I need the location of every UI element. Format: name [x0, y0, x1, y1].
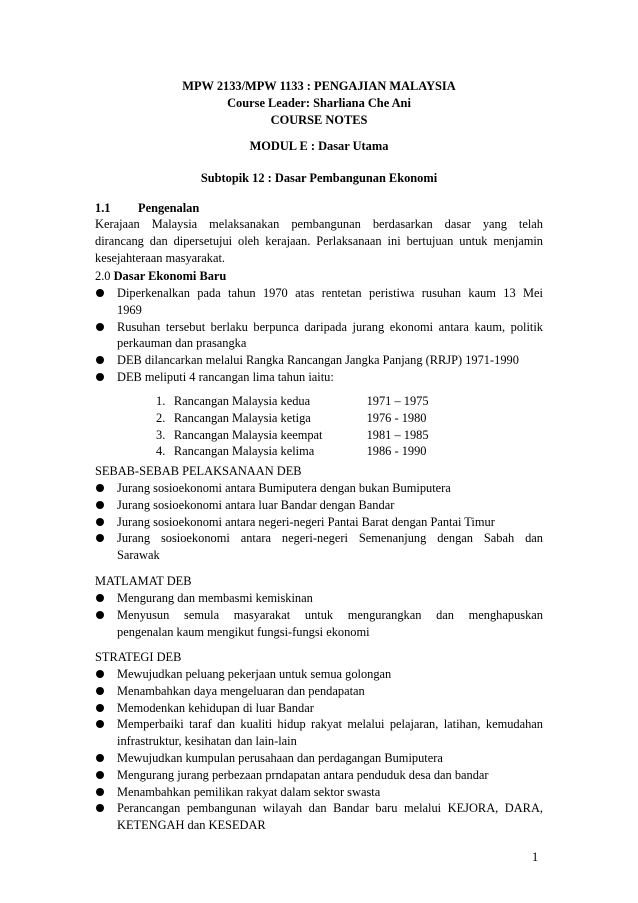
- list-item: [95, 683, 543, 700]
- list-item: [95, 369, 543, 386]
- plan-name: Rancangan Malaysia ketiga: [173, 410, 311, 425]
- list-item: [95, 352, 543, 369]
- plan-years: 1976 - 1980: [366, 410, 427, 425]
- paragraph-line: kesejahteraan masyarakat.: [95, 250, 226, 265]
- course-leader: Course Leader: Sharliana Che Ani: [227, 95, 411, 110]
- list-item: [95, 800, 543, 834]
- bullet-line: Jurang sosioekonomi antara luar Bandar dengan Bandar: [117, 497, 395, 512]
- bullet-line: Mewujudkan kumpulan perusahaan dan perdagangan Bumiputera: [117, 750, 443, 765]
- sebab-heading: SEBAB-SEBAB PELAKSANAAN DEB: [95, 464, 302, 478]
- bullet-line: pengenalan kaum mengikut fungsi-fungsi ekonomi: [117, 624, 370, 639]
- bullet-line: 1969: [117, 302, 142, 317]
- section-1-heading: Pengenalan: [138, 201, 200, 215]
- plan-years: 1986 - 1990: [366, 444, 427, 459]
- bullet-line: Diperkenalkan pada tahun 1970 atas rentetan peristiwa rusuhan kaum 13 Mei: [117, 286, 543, 300]
- list-item: [95, 700, 543, 717]
- plan-number: 2.: [156, 410, 166, 425]
- page-number: 1: [532, 850, 539, 864]
- bullet-line: KETENGAH dan KESEDAR: [117, 818, 266, 833]
- bullet-line: Memodenkan kehidupan di luar Bandar: [117, 700, 314, 715]
- paragraph-line: dirancang dan dipersetujui oleh kerajaan. Perlaksanaan ini bertujuan untuk menjamin: [95, 233, 543, 248]
- bullet-line: Menyusun semula masyarakat untuk mengurangkan dan menghapuskan: [117, 607, 543, 622]
- strategi-bullet-list: [95, 666, 543, 834]
- list-item: [95, 767, 543, 784]
- bullet-line: perkauman dan prasangka: [117, 336, 247, 351]
- plan-years: 1971 – 1975: [366, 394, 429, 408]
- bullet-line: DEB dilancarkan melalui Rangka Rancangan Jangka Panjang (RRJP) 1971-1990: [117, 353, 519, 368]
- section-2-heading: Dasar Ekonomi Baru: [113, 269, 227, 283]
- list-item: [95, 319, 543, 353]
- plan-years: 1981 – 1985: [366, 427, 429, 442]
- bullet-line: Perancangan pembangunan wilayah dan Bandar baru melalui KEJORA, DARA,: [117, 801, 543, 816]
- list-item: [95, 530, 543, 564]
- paragraph-line: Kerajaan Malaysia melaksanakan pembangunan berdasarkan dasar yang telah: [95, 217, 543, 231]
- strategi-heading: STRATEGI DEB: [95, 650, 182, 664]
- list-item: [95, 590, 543, 607]
- bullet-line: Mengurang jurang perbezaan prndapatan antara penduduk desa dan bandar: [117, 767, 489, 782]
- list-item: [95, 666, 543, 683]
- matlamat-heading: MATLAMAT DEB: [95, 574, 192, 588]
- list-item: [95, 514, 543, 531]
- list-item: [156, 393, 456, 410]
- list-item: [95, 750, 543, 767]
- plan-number: 3.: [156, 427, 166, 442]
- plan-number: 4.: [156, 444, 166, 459]
- list-item: [95, 784, 543, 801]
- bullet-line: DEB meliputi 4 rancangan lima tahun iaitu:: [117, 369, 334, 384]
- section-2-number: 2.0: [95, 269, 111, 283]
- bullet-line: Memperbaiki taraf dan kualiti hidup rakyat melalui pelajaran, latihan, kemudahan: [117, 717, 543, 732]
- bullet-line: Menambahkan daya mengeluaran dan pendapatan: [117, 683, 365, 698]
- bullet-line: Rusuhan tersebut berlaku berpunca daripada jurang ekonomi antara kaum, politik: [117, 319, 543, 334]
- bullet-line: Sarawak: [117, 548, 160, 563]
- course-notes-label: COURSE NOTES: [270, 112, 368, 127]
- section-2-bullet-list: [95, 285, 543, 386]
- bullet-line: Mewujudkan peluang pekerjaan untuk semua golongan: [117, 667, 392, 681]
- list-item: [156, 427, 456, 444]
- course-code-title: MPW 2133/MPW 1133 : PENGAJIAN MALAYSIA: [182, 79, 456, 93]
- module-title: MODUL E : Dasar Utama: [249, 139, 389, 153]
- bullet-line: Mengurang dan membasmi kemiskinan: [117, 591, 313, 605]
- plan-name: Rancangan Malaysia kelima: [173, 444, 315, 459]
- plan-number: 1.: [156, 394, 166, 408]
- sebab-bullet-list: [95, 480, 543, 564]
- course-header: [0, 78, 638, 128]
- bullet-line: Menambahkan pemilikan rakyat dalam sektor swasta: [117, 784, 381, 799]
- section-1-number: 1.1: [95, 201, 111, 215]
- list-item: [95, 480, 543, 497]
- section-1-paragraph: [95, 216, 543, 266]
- bullet-line: Jurang sosioekonomi antara negeri-negeri Semenanjung dengan Sabah dan: [117, 531, 543, 546]
- section-2-title: [95, 268, 226, 285]
- list-item: [156, 410, 456, 427]
- list-item: [95, 285, 543, 319]
- plan-name: Rancangan Malaysia kedua: [173, 394, 311, 408]
- rancangan-malaysia-list: [156, 393, 456, 460]
- list-item: [156, 443, 456, 460]
- bullet-line: infrastruktur, kesihatan dan lain-lain: [117, 734, 297, 749]
- matlamat-bullet-list: [95, 590, 543, 640]
- bullet-line: Jurang sosioekonomi antara Bumiputera dengan bukan Bumiputera: [117, 481, 451, 495]
- plan-name: Rancangan Malaysia keempat: [173, 427, 323, 442]
- list-item: [95, 716, 543, 750]
- bullet-line: Jurang sosioekonomi antara negeri-negeri Pantai Barat dengan Pantai Timur: [117, 514, 495, 529]
- list-item: [95, 497, 543, 514]
- subtopic-title: Subtopik 12 : Dasar Pembangunan Ekonomi: [200, 171, 438, 185]
- list-item: [95, 607, 543, 641]
